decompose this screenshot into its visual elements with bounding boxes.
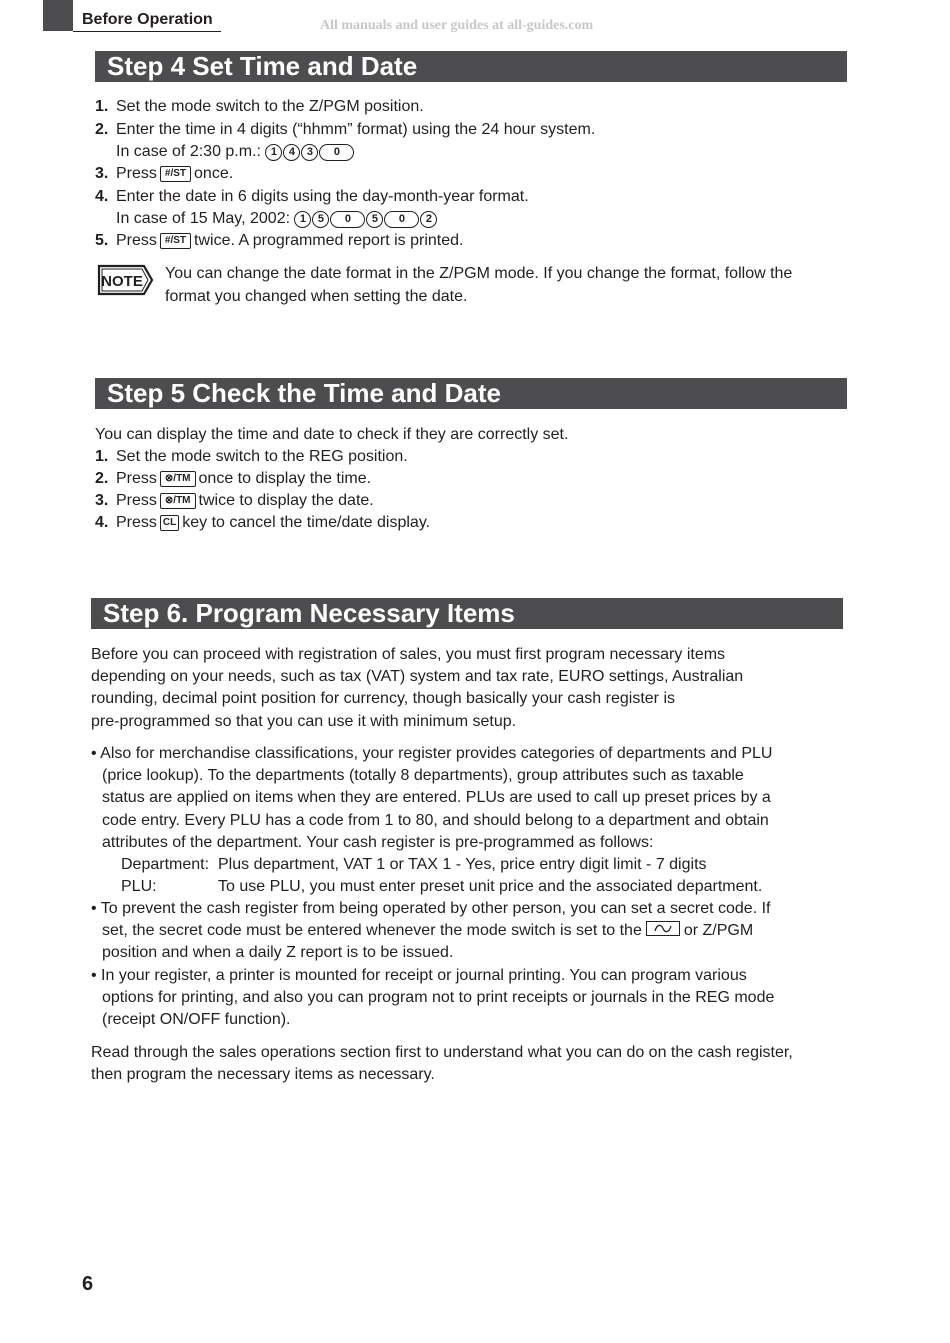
step4-date-example bbox=[116, 209, 438, 229]
item-text: twice. A programmed report is printed. bbox=[194, 232, 464, 249]
numeric-key-1: 1 bbox=[265, 144, 282, 161]
numeric-key-4: 4 bbox=[283, 144, 300, 161]
step4-time-example bbox=[116, 142, 355, 162]
bullet-line: (receipt ON/OFF function). bbox=[102, 1011, 291, 1029]
item-text: Enter the time in 4 digits (“hhmm” format) using the 24 hour system. bbox=[116, 121, 596, 138]
header-tab-block bbox=[43, 0, 73, 31]
item-text: once. bbox=[194, 165, 234, 182]
bullet-text: set, the secret code must be entered whenever the mode switch is set to the bbox=[102, 922, 642, 940]
item-number: 2. bbox=[95, 121, 109, 138]
step5-item-2 bbox=[95, 469, 371, 489]
item-number: 4. bbox=[95, 514, 109, 531]
preset-label: PLU: bbox=[121, 878, 157, 895]
subtotal-key: #/ST bbox=[160, 233, 191, 249]
item-press: Press bbox=[116, 514, 157, 531]
numeric-key-2: 2 bbox=[420, 211, 437, 228]
item-number: 3. bbox=[95, 492, 109, 509]
item-text: Set the mode switch to the REG position. bbox=[116, 448, 408, 465]
bullet-line: (price lookup). To the departments (totally 8 departments), group attributes such as taxable bbox=[102, 767, 744, 785]
step6-title-bar bbox=[91, 598, 843, 629]
intro-line: rounding, decimal point position for currency, though basically your cash register is bbox=[91, 690, 675, 708]
numeric-key-0: 0 bbox=[384, 211, 419, 228]
note-line-2: format you changed when setting the date. bbox=[165, 288, 468, 305]
bullet-line: code entry. Every PLU has a code from 1 to 80, and should belong to a department and obtain bbox=[102, 811, 769, 829]
bullet-text: or Z/PGM bbox=[683, 922, 754, 940]
bullet-line: attributes of the department. Your cash register is pre-programmed as follows: bbox=[102, 833, 654, 851]
watermark: All manuals and user guides at all-guides.com bbox=[320, 18, 594, 33]
step6-bullet-secret-code bbox=[91, 898, 770, 965]
numeric-key-5: 5 bbox=[366, 211, 383, 228]
step5-intro: You can display the time and date to check if they are correctly set. bbox=[95, 426, 569, 443]
step6-title: Step 6. Program Necessary Items bbox=[103, 598, 515, 628]
step6-closing bbox=[91, 1042, 793, 1086]
bullet-line bbox=[91, 920, 770, 942]
section-label: Before Operation bbox=[82, 11, 213, 28]
note-line-1: You can change the date format in the Z/PGM mode. If you change the format, follow the bbox=[165, 265, 793, 282]
bullet-line: • Also for merchandise classifications, your register provides categories of departments and PLU bbox=[91, 745, 773, 762]
step4-item-1 bbox=[95, 97, 424, 117]
step4-item-2 bbox=[95, 120, 595, 140]
step4-item-5 bbox=[95, 231, 463, 251]
item-press: Press bbox=[116, 470, 157, 487]
numeric-key-0: 0 bbox=[319, 144, 354, 161]
item-press: Press bbox=[116, 492, 157, 509]
note-icon bbox=[96, 262, 154, 298]
step5-item-3 bbox=[95, 491, 374, 511]
preset-label: Department: bbox=[121, 856, 210, 873]
bullet-line: position and when a daily Z report is to be issued. bbox=[102, 944, 454, 962]
clear-key: CL bbox=[160, 515, 179, 531]
closing-line: Read through the sales operations section first to understand what you can do on the cash register, bbox=[91, 1044, 793, 1061]
numeric-key-3: 3 bbox=[301, 144, 318, 161]
time-key: ⊗/TM bbox=[160, 471, 196, 487]
step4-item-4 bbox=[95, 187, 529, 207]
step5-title-bar bbox=[95, 378, 847, 409]
step4-item-3 bbox=[95, 164, 233, 184]
item-text: key to cancel the time/date display. bbox=[182, 514, 431, 531]
step6-bullet-printer bbox=[91, 965, 774, 1032]
item-number: 3. bbox=[95, 165, 109, 182]
page-number: 6 bbox=[82, 1273, 94, 1295]
step6-bullet-departments bbox=[91, 743, 772, 854]
numeric-key-1: 1 bbox=[294, 211, 311, 228]
mode-switch-icon bbox=[646, 921, 680, 936]
item-text: Set the mode switch to the Z/PGM position. bbox=[116, 98, 424, 115]
step6-intro bbox=[91, 644, 743, 733]
preset-department bbox=[121, 854, 707, 876]
intro-line: Before you can proceed with registration of sales, you must first program necessary items bbox=[91, 646, 726, 663]
section-rule bbox=[73, 31, 221, 32]
example-text: In case of 15 May, 2002: bbox=[116, 210, 295, 227]
time-key: ⊗/TM bbox=[160, 493, 196, 509]
item-text: once to display the time. bbox=[198, 470, 372, 487]
item-press: Press bbox=[116, 232, 157, 249]
intro-line: pre-programmed so that you can use it with minimum setup. bbox=[91, 712, 517, 730]
numeric-key-0: 0 bbox=[330, 211, 365, 228]
item-number: 5. bbox=[95, 232, 109, 249]
intro-line: depending on your needs, such as tax (VAT) system and tax rate, EURO settings, Australian bbox=[91, 668, 744, 686]
item-number: 1. bbox=[95, 98, 109, 115]
step4-title-bar bbox=[95, 51, 847, 82]
item-text: twice to display the date. bbox=[198, 492, 374, 509]
preset-value: Plus department, VAT 1 or TAX 1 - Yes, price entry digit limit - 7 digits bbox=[218, 856, 707, 873]
step5-item-4 bbox=[95, 513, 430, 533]
closing-line: then program the necessary items as necessary. bbox=[91, 1066, 435, 1084]
bullet-line: status are applied on items when they are entered. PLUs are used to call up preset prices by a bbox=[102, 789, 771, 807]
numeric-key-5: 5 bbox=[312, 211, 329, 228]
item-number: 1. bbox=[95, 448, 109, 465]
note-icon-label: NOTE bbox=[101, 273, 143, 290]
item-number: 4. bbox=[95, 188, 109, 205]
item-number: 2. bbox=[95, 470, 109, 487]
bullet-line: options for printing, and also you can program not to print receipts or journals in the REG mode bbox=[102, 989, 775, 1007]
bullet-line: • To prevent the cash register from being operated by other person, you can set a secret code. If bbox=[91, 900, 771, 917]
bullet-line: • In your register, a printer is mounted for receipt or journal printing. You can program various bbox=[91, 967, 747, 984]
subtotal-key: #/ST bbox=[160, 166, 191, 182]
item-text: Enter the date in 6 digits using the day-month-year format. bbox=[116, 188, 529, 205]
step4-title: Step 4 Set Time and Date bbox=[107, 51, 418, 81]
item-press: Press bbox=[116, 165, 157, 182]
step5-item-1 bbox=[95, 447, 408, 467]
example-text: In case of 2:30 p.m.: bbox=[116, 143, 266, 160]
preset-plu bbox=[121, 876, 762, 898]
step5-title: Step 5 Check the Time and Date bbox=[107, 378, 501, 408]
preset-value: To use PLU, you must enter preset unit price and the associated department. bbox=[218, 878, 763, 895]
